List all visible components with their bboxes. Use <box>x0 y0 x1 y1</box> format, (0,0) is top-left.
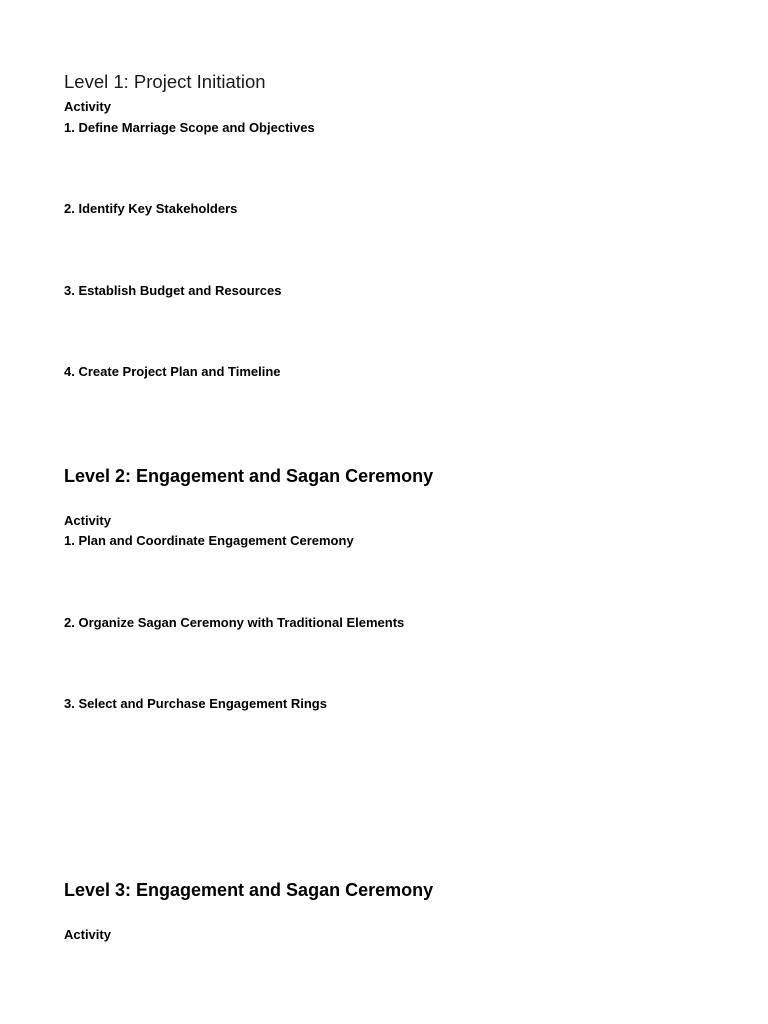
activity-label: Activity <box>64 99 111 114</box>
activity-label: Activity <box>64 513 111 528</box>
section-heading-level-2: Level 2: Engagement and Sagan Ceremony <box>64 466 434 486</box>
section-heading-level-3: Level 3: Engagement and Sagan Ceremony <box>64 880 434 900</box>
activity-item: 4. Create Project Plan and Timeline <box>64 364 281 379</box>
activity-item: 2. Organize Sagan Ceremony with Traditional Elements <box>64 615 405 630</box>
activity-item: 3. Establish Budget and Resources <box>64 283 282 298</box>
activity-item: 1. Define Marriage Scope and Objectives <box>64 120 315 135</box>
activity-item: 2. Identify Key Stakeholders <box>64 201 238 216</box>
activity-item: 1. Plan and Coordinate Engagement Ceremony <box>64 533 354 548</box>
activity-label: Activity <box>64 927 111 942</box>
section-heading-level-1: Level 1: Project Initiation <box>64 71 266 92</box>
activity-item: 3. Select and Purchase Engagement Rings <box>64 696 327 711</box>
